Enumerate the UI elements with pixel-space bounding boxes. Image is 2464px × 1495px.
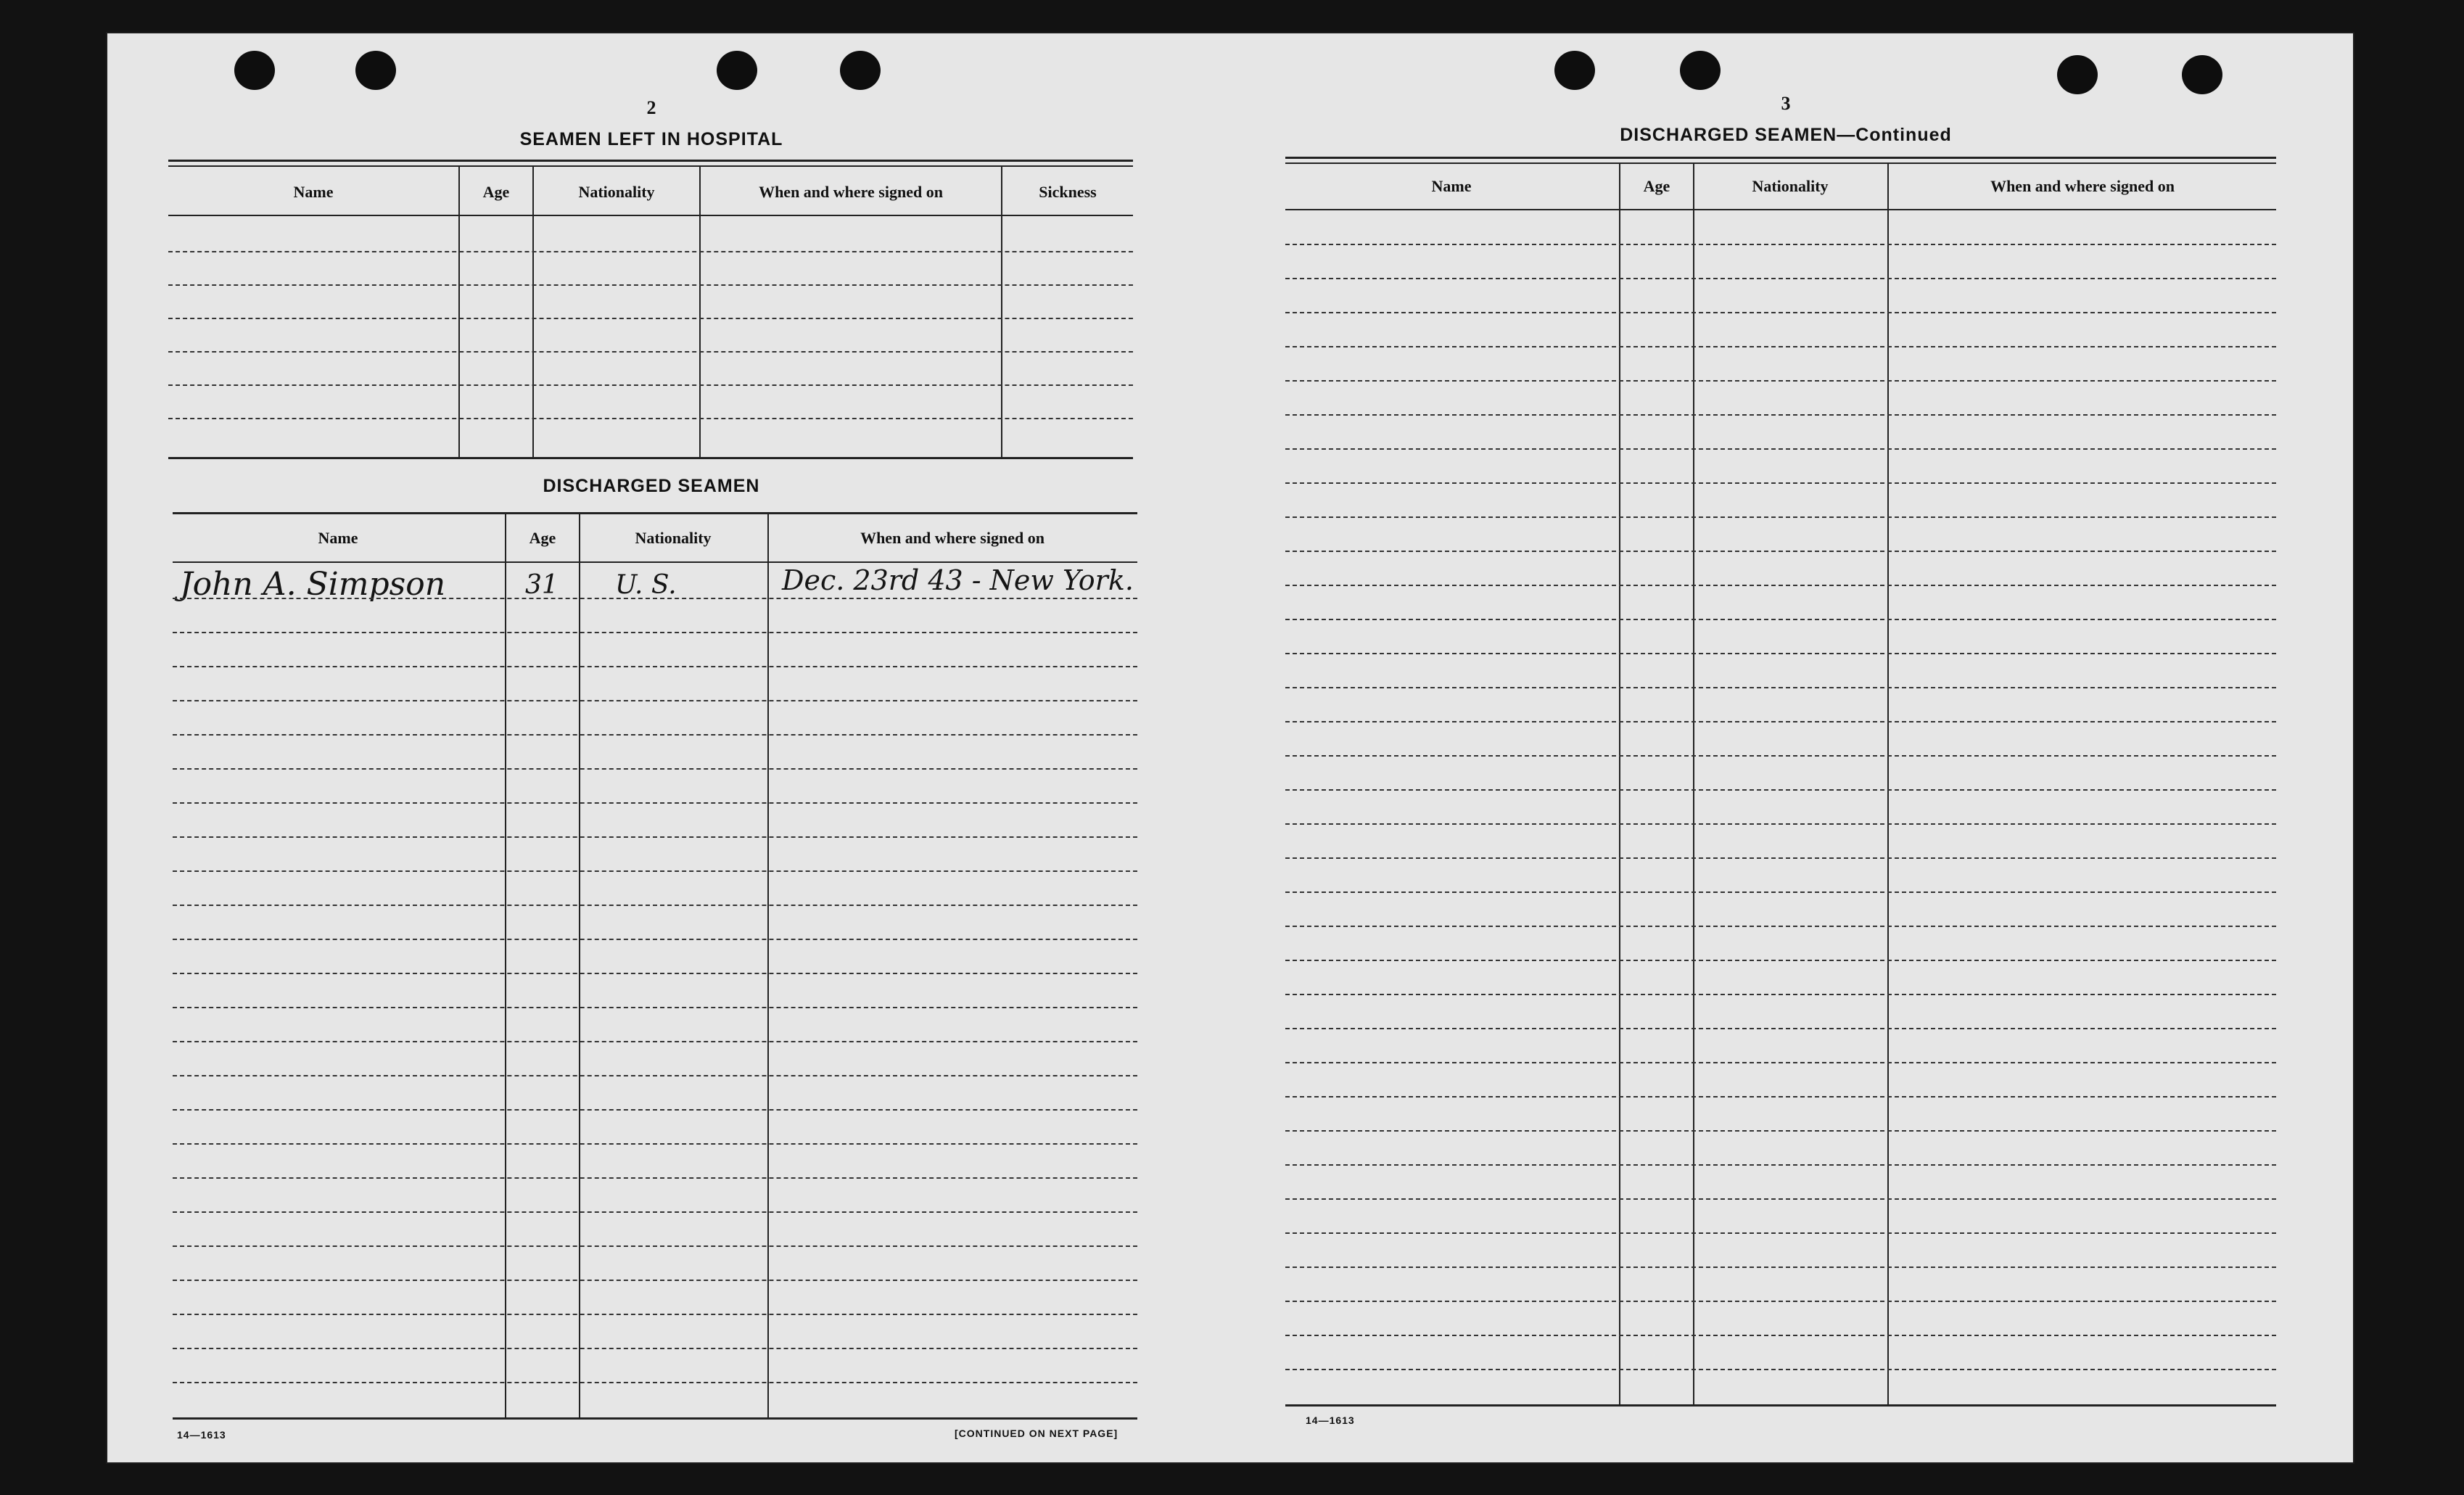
table-row-line [173,870,1137,872]
punch-hole [1554,51,1595,90]
table-row-line [173,973,1137,974]
discharged-bottom-rule [173,1417,1137,1420]
table-row-line [1285,653,2276,654]
discharged-header-name: Name [318,529,358,547]
table-row-line [1285,619,2276,620]
hospital-bottom-rule [168,457,1133,459]
table-row-line [173,1211,1137,1213]
table-row-line [1285,960,2276,961]
hospital-row-line [168,418,1133,419]
table-row-line [1285,823,2276,825]
table-row-line [173,905,1137,906]
table-row-line [1285,789,2276,791]
table-row-line [1285,585,2276,586]
table-row-line [1285,721,2276,722]
entry-nationality: U. S. [615,570,677,600]
continued-note: [CONTINUED ON NEXT PAGE] [955,1428,1118,1439]
right-header-name: Name [1431,177,1472,195]
document-sheet [107,33,2353,1462]
punch-hole [2057,55,2098,94]
table-row-line [173,1382,1137,1383]
table-row-line [173,598,1137,599]
discharged-header-nationality: Nationality [635,529,712,547]
table-row-line [1285,482,2276,484]
left-page-number: 2 [646,97,656,118]
right-header-nationality: Nationality [1752,177,1829,195]
table-row-line [1285,380,2276,382]
table-row-line [173,768,1137,770]
table-row-line [173,939,1137,940]
right-bottom-rule [1285,1404,2276,1407]
hospital-col-divider [532,167,534,457]
table-row-line [1285,346,2276,347]
hospital-row-line [168,384,1133,386]
right-col-divider [1693,164,1694,1406]
table-row-line [1285,687,2276,688]
table-row-line [1285,414,2276,416]
hospital-top-rule [168,160,1133,162]
right-header-age: Age [1643,177,1670,195]
punch-hole [840,51,881,90]
table-row-line [173,1041,1137,1042]
table-row-line [173,1245,1137,1247]
table-row-line [1285,551,2276,552]
table-row-line [1285,1369,2276,1370]
table-row-line [173,836,1137,838]
discharged-header-rule [173,561,1137,563]
table-row-line [1285,1130,2276,1132]
table-row-line [1285,926,2276,927]
hospital-header-age: Age [482,183,510,201]
punch-hole [355,51,396,90]
table-row-line [173,802,1137,804]
entry-name: John A. Simpson [180,566,446,603]
punch-hole [717,51,757,90]
table-row-line [173,734,1137,736]
hospital-col-divider [458,167,460,457]
table-row-line [1285,448,2276,450]
hospital-row-line [168,318,1133,319]
hospital-header-name: Name [293,183,334,201]
table-row-line [173,1314,1137,1315]
right-page-number: 3 [1781,93,1791,114]
table-row-line [173,1280,1137,1281]
discharged-header-signed-on: When and where signed on [860,529,1044,547]
hospital-row-line [168,284,1133,286]
table-row-line [1285,1232,2276,1234]
punch-hole [2182,55,2222,94]
discharged-col-divider [767,514,769,1419]
punch-hole [1680,51,1721,90]
table-row-line [173,1143,1137,1145]
table-row-line [1285,994,2276,995]
table-row-line [173,1109,1137,1111]
table-row-line [1285,1301,2276,1302]
table-row-line [173,1348,1137,1349]
table-row-line [1285,1335,2276,1336]
hospital-col-divider [1001,167,1002,457]
discharged-section-title: DISCHARGED SEAMEN [543,476,760,496]
hospital-top-rule-2 [168,165,1133,167]
hospital-row-line [168,251,1133,252]
right-top-rule-2 [1285,162,2276,164]
table-row-line [1285,1096,2276,1097]
table-row-line [1285,1198,2276,1200]
punch-hole [234,51,275,90]
right-col-divider [1887,164,1889,1406]
table-row-line [1285,244,2276,245]
discharged-header-age: Age [529,529,556,547]
table-row-line [173,1007,1137,1008]
table-row-line [173,666,1137,667]
table-row-line [1285,1267,2276,1268]
table-row-line [1285,312,2276,313]
right-top-rule [1285,157,2276,159]
right-form-number: 14—1613 [1306,1414,1355,1426]
table-row-line [173,1177,1137,1179]
hospital-row-line [168,351,1133,353]
table-row-line [1285,1028,2276,1029]
table-row-line [1285,891,2276,893]
hospital-header-signed-on: When and where signed on [759,183,943,201]
table-row-line [173,1075,1137,1076]
table-row-line [1285,1164,2276,1166]
discharged-col-divider [505,514,506,1419]
table-row-line [1285,278,2276,279]
table-row-line [173,700,1137,701]
entry-signed-on: Dec. 23rd 43 - New York. [782,564,1134,596]
hospital-col-divider [699,167,701,457]
hospital-section-title: SEAMEN LEFT IN HOSPITAL [519,129,783,149]
right-col-divider [1619,164,1620,1406]
left-form-number: 14—1613 [177,1429,226,1441]
right-header-signed-on: When and where signed on [1990,177,2175,195]
right-header-rule [1285,209,2276,210]
table-row-line [173,632,1137,633]
table-row-line [1285,516,2276,518]
right-section-title: DISCHARGED SEAMEN—Continued [1620,125,1952,145]
discharged-top-rule [173,512,1137,514]
hospital-header-nationality: Nationality [578,183,655,201]
discharged-col-divider [579,514,580,1419]
hospital-header-rule [168,215,1133,216]
table-row-line [1285,857,2276,859]
table-row-line [1285,755,2276,757]
hospital-header-sickness: Sickness [1039,183,1097,201]
table-row-line [1285,1062,2276,1063]
entry-age: 31 [525,570,559,600]
